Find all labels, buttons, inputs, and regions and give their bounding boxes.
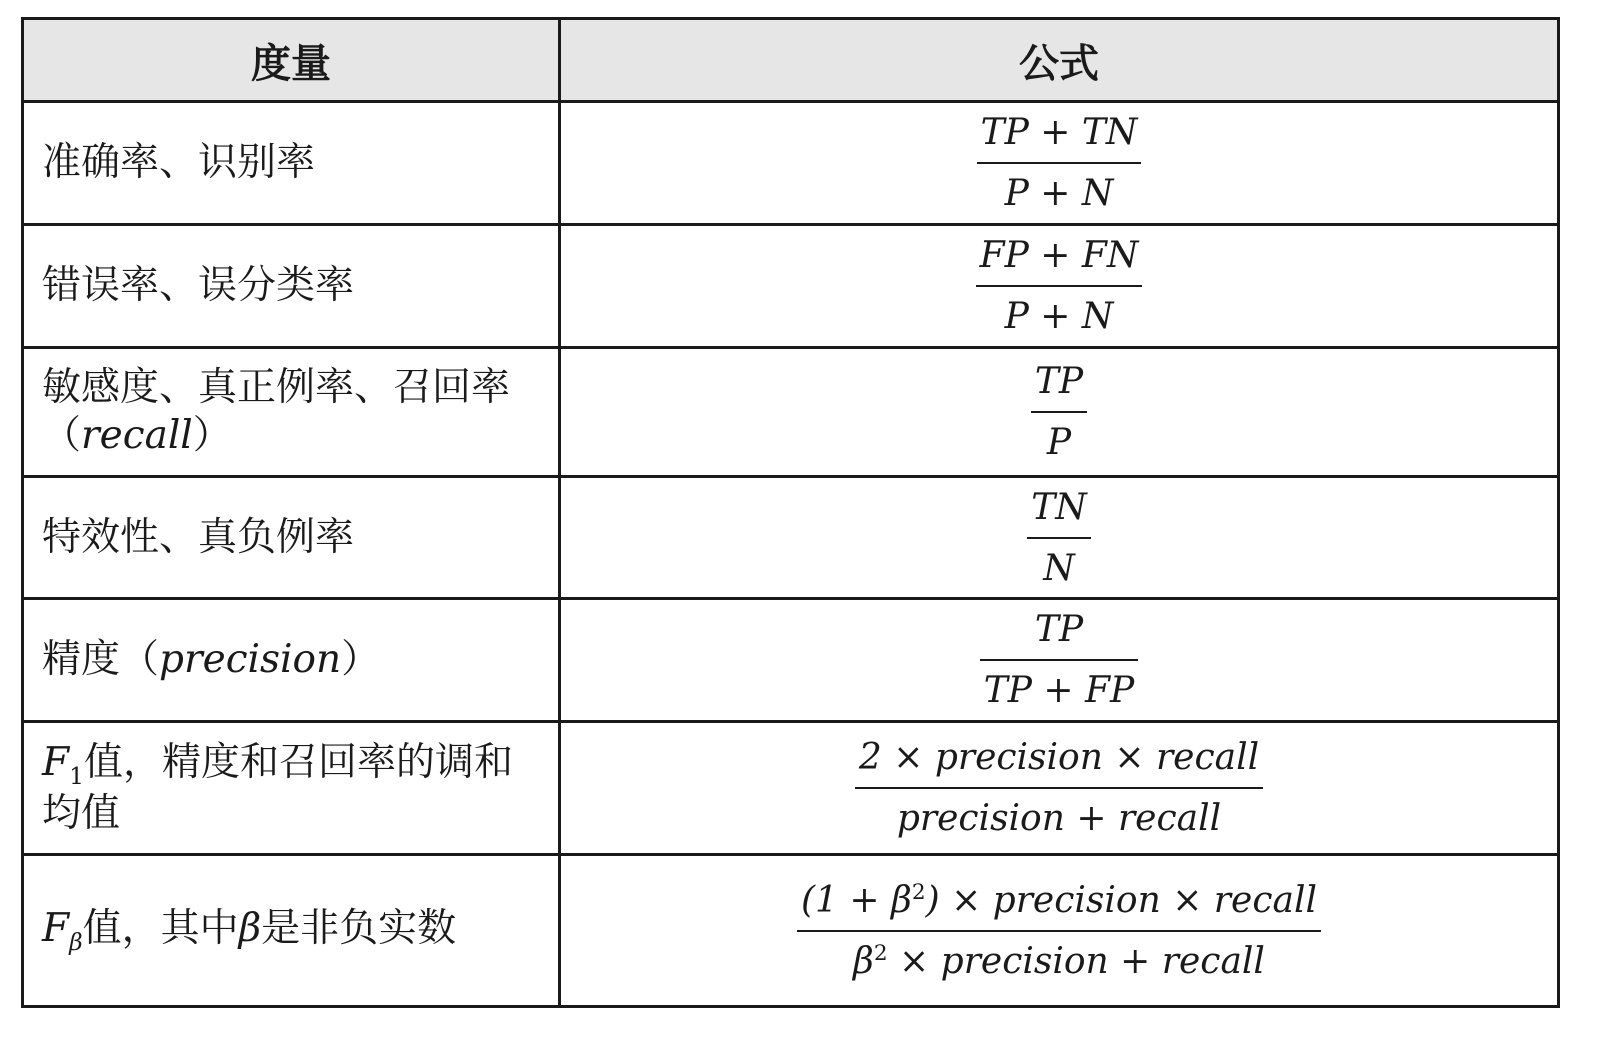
denominator-prefix: β <box>853 940 874 982</box>
table-row <box>23 477 1559 599</box>
numerator: TP <box>1034 361 1084 402</box>
formula-cell <box>560 477 1559 599</box>
metric-subscript: 1 <box>69 761 84 790</box>
formula-cell <box>560 855 1559 1007</box>
numerator-suffix: ) × precision × recall <box>925 879 1317 921</box>
metrics-table <box>21 17 1560 1008</box>
metric-label-suffix: ） <box>192 413 232 458</box>
metric-label: 特效性、真负例率 <box>42 514 355 560</box>
fraction <box>855 735 1263 841</box>
header-row <box>23 19 1559 102</box>
table-row <box>23 855 1559 1007</box>
denominator-exponent: 2 <box>873 940 888 966</box>
formula-cell <box>560 102 1559 225</box>
fraction <box>1031 359 1087 465</box>
denominator: precision + recall <box>896 798 1222 839</box>
fraction <box>976 233 1143 339</box>
denominator <box>849 939 1269 984</box>
denominator: TP + FP <box>983 670 1135 711</box>
metric-cell <box>23 102 560 225</box>
table-row <box>23 599 1559 722</box>
fraction <box>980 607 1139 713</box>
fraction-bar <box>855 787 1263 789</box>
numerator <box>797 878 1321 923</box>
metric-cell <box>23 225 560 348</box>
table-row <box>23 722 1559 855</box>
numerator: FP + FN <box>979 235 1139 276</box>
denominator: P <box>1046 422 1072 463</box>
fraction <box>1027 485 1091 591</box>
fraction <box>977 110 1142 216</box>
formula-cell <box>560 225 1559 348</box>
denominator: N <box>1043 547 1075 589</box>
fraction-bar <box>797 930 1321 932</box>
formula-cell <box>560 599 1559 722</box>
metric-symbol: F <box>42 905 70 951</box>
header-metric: 度量 <box>23 19 560 102</box>
header-formula: 公式 <box>560 19 1559 102</box>
table-row <box>23 102 1559 225</box>
metric-variable: precision <box>159 637 342 683</box>
metric-variable: recall <box>81 413 193 458</box>
metric-cell <box>23 348 560 477</box>
metric-variable: β <box>238 905 262 951</box>
table-row <box>23 225 1559 348</box>
table-row <box>23 348 1559 477</box>
metric-label-suffix: 是非负实数 <box>261 905 457 951</box>
fraction-bar <box>1027 537 1091 539</box>
metric-label: 值，其中 <box>82 905 239 951</box>
metric-cell <box>23 722 560 855</box>
metric-label: 敏感度、真正例率、召回率（ <box>42 365 511 458</box>
fraction-bar <box>980 659 1139 661</box>
fraction-bar <box>976 285 1143 287</box>
numerator: TN <box>1031 486 1087 528</box>
metric-cell <box>23 855 560 1007</box>
metric-label: 错误率、误分类率 <box>42 263 355 309</box>
fraction-bar <box>1031 411 1087 413</box>
metric-label: 值，精度和召回率的调和均值 <box>42 739 513 836</box>
metric-subscript: β <box>69 927 83 956</box>
fraction-bar <box>977 162 1142 164</box>
metric-cell <box>23 599 560 722</box>
metric-label-suffix: ） <box>341 637 381 683</box>
denominator: P + N <box>1004 296 1114 337</box>
formula-cell <box>560 348 1559 477</box>
fraction <box>797 878 1321 984</box>
metric-label: 准确率、识别率 <box>42 140 316 186</box>
numerator: TP <box>1034 609 1084 650</box>
denominator: P + N <box>1004 173 1114 214</box>
numerator: 2 × precision × recall <box>858 737 1260 778</box>
metric-label: 精度（ <box>42 637 160 683</box>
numerator-exponent: 2 <box>911 879 926 905</box>
numerator: TP + TN <box>980 112 1138 153</box>
metric-symbol: F <box>42 739 70 785</box>
denominator-suffix: × precision + recall <box>887 940 1265 982</box>
metric-cell <box>23 477 560 599</box>
formula-cell <box>560 722 1559 855</box>
numerator-prefix: (1 + β <box>801 879 912 921</box>
